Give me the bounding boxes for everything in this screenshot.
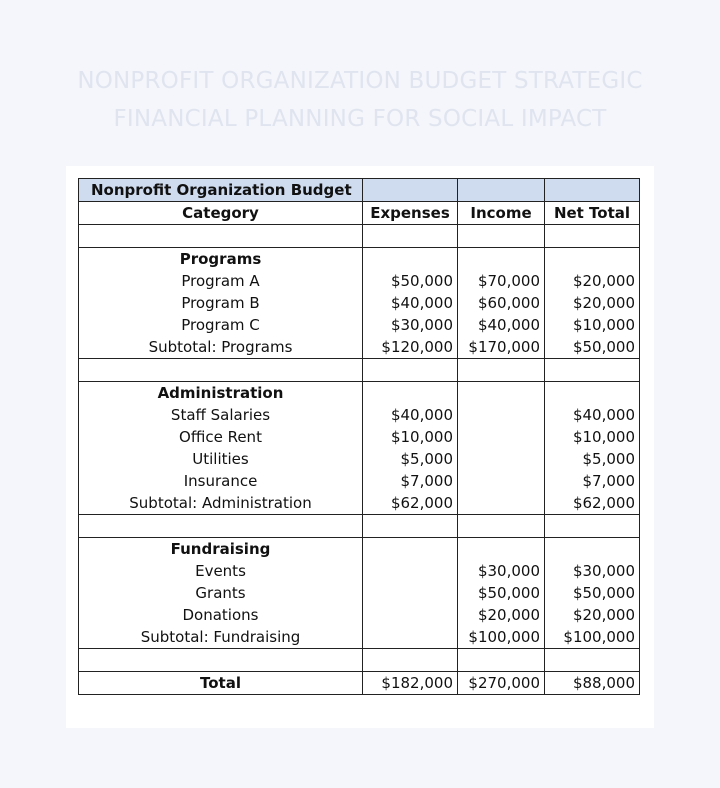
expenses-cell: $40,000 — [363, 404, 458, 426]
empty-cell — [363, 515, 458, 538]
empty-cell — [363, 538, 458, 561]
income-cell — [458, 404, 545, 426]
empty-cell — [545, 538, 640, 561]
net-total-cell: $10,000 — [545, 426, 640, 448]
spacer-row — [79, 649, 640, 672]
empty-cell — [363, 225, 458, 248]
expenses-cell: $5,000 — [363, 448, 458, 470]
section-header-row — [79, 382, 640, 405]
title-row — [79, 179, 640, 202]
total-row — [79, 672, 640, 695]
category-cell: Office Rent — [79, 426, 363, 448]
empty-cell — [363, 382, 458, 405]
net-total-cell: $20,000 — [545, 604, 640, 626]
header-expenses: Expenses — [363, 202, 458, 225]
net-total-cell: $40,000 — [545, 404, 640, 426]
income-cell — [458, 492, 545, 515]
category-cell: Insurance — [79, 470, 363, 492]
expenses-cell: $7,000 — [363, 470, 458, 492]
category-cell: Grants — [79, 582, 363, 604]
table-row — [79, 448, 640, 470]
empty-cell — [545, 359, 640, 382]
expenses-cell: $10,000 — [363, 426, 458, 448]
income-cell — [458, 448, 545, 470]
budget-sheet — [66, 166, 654, 728]
income-cell: $60,000 — [458, 292, 545, 314]
income-cell: $170,000 — [458, 336, 545, 359]
empty-cell — [545, 248, 640, 271]
category-cell: Program C — [79, 314, 363, 336]
income-cell: $20,000 — [458, 604, 545, 626]
expenses-cell: $50,000 — [363, 270, 458, 292]
table-title: Nonprofit Organization Budget — [79, 179, 363, 202]
income-cell: $100,000 — [458, 626, 545, 649]
title-cell-empty — [363, 179, 458, 202]
net-total-cell: $62,000 — [545, 492, 640, 515]
budget-table — [78, 178, 640, 695]
net-total-cell: $7,000 — [545, 470, 640, 492]
category-cell: Subtotal: Fundraising — [79, 626, 363, 649]
title-cell-empty — [545, 179, 640, 202]
table-row — [79, 604, 640, 626]
spacer-row — [79, 359, 640, 382]
net-total-cell: $50,000 — [545, 582, 640, 604]
expenses-cell — [363, 560, 458, 582]
category-cell: Donations — [79, 604, 363, 626]
net-total-cell: $10,000 — [545, 314, 640, 336]
table-row — [79, 270, 640, 292]
category-cell: Utilities — [79, 448, 363, 470]
category-cell: Staff Salaries — [79, 404, 363, 426]
empty-cell — [458, 359, 545, 382]
title-cell-empty — [458, 179, 545, 202]
empty-cell — [458, 225, 545, 248]
expenses-cell — [363, 626, 458, 649]
empty-cell — [458, 248, 545, 271]
expenses-cell — [363, 582, 458, 604]
income-cell — [458, 426, 545, 448]
table-row — [79, 470, 640, 492]
section-label: Fundraising — [79, 538, 363, 561]
table-row — [79, 626, 640, 649]
header-row — [79, 202, 640, 225]
table-row — [79, 404, 640, 426]
section-header-row — [79, 538, 640, 561]
total-expenses: $182,000 — [363, 672, 458, 695]
empty-cell — [363, 248, 458, 271]
heading-line-2: FINANCIAL PLANNING FOR SOCIAL IMPACT — [113, 106, 607, 132]
income-cell: $30,000 — [458, 560, 545, 582]
empty-cell — [545, 382, 640, 405]
empty-cell — [545, 225, 640, 248]
header-net-total: Net Total — [545, 202, 640, 225]
expenses-cell: $120,000 — [363, 336, 458, 359]
header-category: Category — [79, 202, 363, 225]
table-row — [79, 560, 640, 582]
empty-cell — [79, 649, 363, 672]
category-cell: Subtotal: Programs — [79, 336, 363, 359]
net-total-cell: $20,000 — [545, 292, 640, 314]
expenses-cell — [363, 604, 458, 626]
spacer-row — [79, 515, 640, 538]
page-heading — [0, 62, 720, 138]
table-row — [79, 336, 640, 359]
empty-cell — [79, 225, 363, 248]
expenses-cell: $40,000 — [363, 292, 458, 314]
net-total-cell: $5,000 — [545, 448, 640, 470]
empty-cell — [79, 359, 363, 382]
net-total-cell: $30,000 — [545, 560, 640, 582]
total-label: Total — [79, 672, 363, 695]
empty-cell — [545, 515, 640, 538]
income-cell: $70,000 — [458, 270, 545, 292]
empty-cell — [363, 359, 458, 382]
total-income: $270,000 — [458, 672, 545, 695]
table-row — [79, 314, 640, 336]
category-cell: Program A — [79, 270, 363, 292]
expenses-cell: $30,000 — [363, 314, 458, 336]
income-cell — [458, 470, 545, 492]
net-total-cell: $50,000 — [545, 336, 640, 359]
empty-cell — [79, 515, 363, 538]
empty-cell — [458, 538, 545, 561]
heading-line-1: NONPROFIT ORGANIZATION BUDGET STRATEGIC — [77, 68, 643, 94]
category-cell: Events — [79, 560, 363, 582]
expenses-cell: $62,000 — [363, 492, 458, 515]
section-label: Administration — [79, 382, 363, 405]
table-row — [79, 426, 640, 448]
section-header-row — [79, 248, 640, 271]
net-total-cell: $100,000 — [545, 626, 640, 649]
income-cell: $40,000 — [458, 314, 545, 336]
net-total-cell: $20,000 — [545, 270, 640, 292]
table-row — [79, 292, 640, 314]
empty-cell — [363, 649, 458, 672]
total-net: $88,000 — [545, 672, 640, 695]
table-row — [79, 492, 640, 515]
section-label: Programs — [79, 248, 363, 271]
income-cell: $50,000 — [458, 582, 545, 604]
empty-cell — [545, 649, 640, 672]
table-row — [79, 582, 640, 604]
category-cell: Subtotal: Administration — [79, 492, 363, 515]
empty-cell — [458, 515, 545, 538]
category-cell: Program B — [79, 292, 363, 314]
spacer-row — [79, 225, 640, 248]
empty-cell — [458, 382, 545, 405]
header-income: Income — [458, 202, 545, 225]
empty-cell — [458, 649, 545, 672]
